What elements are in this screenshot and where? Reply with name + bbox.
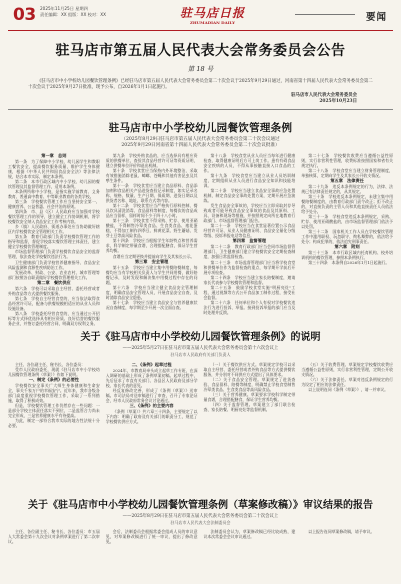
report-title: 关于《驻马店市中小学校幼儿园餐饮管理条例（草案修改稿）》审议结果的报告: [28, 499, 373, 511]
paragraph: 乡（镇）人民政府、街道办事处应当协助做好辖区内学校餐饮安全管理相关工作。: [8, 224, 100, 235]
chapter-heading: 第六章 附则: [334, 244, 360, 250]
text-column: [106, 362, 198, 480]
paragraph: 2024年，市教育局牵头成立起草工作专班，在深入调研的基础上形成了条例草案初稿。起草过程中，先后征求了市直有关部门、各县区人民政府及部分学校、家长代表的意见。: [105, 367, 198, 388]
section-label: 要闻: [365, 12, 387, 23]
paragraph: 第十七条 学校应当建立食品安全与营养健康状况自查制度，每学期至少开展一次全面自查。: [105, 299, 198, 310]
paragraph: 《条例（草案）》共六章三十四条，主要规定了以下内容：明确了政府及有关部门的职责分工，规范了学校餐饮供应方式。: [105, 408, 198, 425]
chapter-heading: 第三章 安全管理: [134, 258, 169, 264]
text-column: [204, 153, 296, 316]
paragraph: 法制委员会认为，草案修改稿已经比较成熟，建议本次常委会会议审议通过。: [203, 528, 296, 539]
paragraph: 第五条 教育行政部门负责学校餐饮管理工作的指导和监督，督促学校落实餐饮管理主体责任，建立健全学校餐饮管理制度。: [8, 234, 100, 250]
paragraph: 第二条 本市行政区域内中小学校、幼儿园的餐饮管理及其监督管理工作，适用本条例。: [8, 178, 100, 189]
masthead: [8, 0, 393, 31]
paragraph: 第二十三条 市场监督管理部门应当将学校食堂和供餐单位作为监督检查的重点，每学期开学前后开展专项检查。: [203, 259, 296, 275]
report-subtitle: ——2025年8月29日在驻马店市第五届人民代表大会常务委员会第二十次会议上: [122, 513, 279, 519]
chapter-heading: 第二章 餐饮供应: [37, 279, 71, 285]
chapter-heading: 第一章 总则: [41, 152, 67, 158]
paragraph: 第十八条 学校食堂从业人员应当每年进行健康检查，取得健康证明后方可上岗工作。患有有碍食品安全疾病的人员，不得从事接触直接入口食品的工作。: [203, 152, 296, 173]
paragraph: 第三十一条 学校食堂违反本条例规定，采购、贮存、使用亚硝酸盐的，由市场监督管理部门依法予以处罚。: [301, 214, 393, 230]
chapter-heading: 三、《条例》的主要内容: [129, 402, 174, 408]
paragraph: 第六条 学校可以采取自主经营、委托经营或者外购食品等方式提供餐饮服务。: [8, 285, 100, 296]
announcement-signer: 驻马店市人民代表大会常务委员会: [291, 93, 357, 98]
announcement-title: 驻马店市第五届人民代表大会常务委员会公告: [55, 43, 346, 59]
paragraph: 食谱应当定期更换并提前向学生及其家长公示。: [112, 253, 195, 259]
paragraph: （四）关于监督管理。草案建立了部门联合检查、家长陪餐、明厨亮灶等监督机制。: [203, 401, 296, 413]
report-author: 驻马店市人民代表大会法制委员会: [170, 519, 231, 525]
announcement-signature: [8, 93, 357, 105]
regulation-title: 驻马店市中小学校幼儿园餐饮管理条例: [108, 121, 293, 134]
paragraph: 会后，法制委员会根据常委会组成人员的审议意见，对草案修改稿进行了统一审议，提出了修改意见。: [105, 528, 198, 544]
paragraph: 第二十九条 违反本条例规定的行为，法律、法规已有法律责任规定的，从其规定。: [301, 183, 393, 194]
paragraph: 第七条 学校自主经营食堂的，应当依法取得食品经营许可证，配备与供餐规模相适应的从业人员和设施设备。: [8, 295, 100, 311]
text-column: [8, 362, 100, 480]
paragraph: 第三十四条 本条例自2026年1月1日起施行。: [308, 260, 390, 266]
announcement-body: 《驻马店市中小学校幼儿园餐饮管理条例》已经驻马店市第五届人民代表大会常务委员会第二十次会议于2025年9月29日通过，河南省第十四届人民代表大会常务委员会第二十次会议于2025年9月27日批准，现予公布，自2026年1月1日起施行。: [28, 79, 373, 90]
paragraph: 第八条 学校委托经营食堂的，应当通过公开招标等方式择优选择具有相应资质、良好信誉的餐饮服务企业，并签订委托经营合同，明确双方权利义务。: [8, 310, 100, 327]
paragraph: 以上说明连同《条例（草案）》，请一并审议。: [308, 386, 389, 392]
paragraph: 学校餐饮安全事关广大师生身体健康和生命安全，事关千家万户的幸福安宁。近年来，我市各级各部门高度重视学校餐饮管理工作，采取了一系列措施，取得了积极成效。: [8, 382, 100, 403]
paragraph: 第三条 学校餐饮管理工作应当坚持安全第一、健康营养、公益普惠、社会共治的原则。: [8, 198, 100, 210]
text-column: [106, 153, 198, 316]
explanation-subtitle: ——2025年5月27日在驻马店市第五届人民代表大会常务委员会第十六次会议上: [122, 345, 279, 351]
paragraph: 卫生健康部门负责学校营养健康指导、食品安全风险监测和食源性疾病防治工作。: [8, 259, 100, 270]
text-column: [301, 529, 393, 567]
chapter-heading: 二、《条例》起草过程: [131, 361, 172, 367]
chapter-heading: 第五章 法律责任: [330, 177, 364, 183]
paragraph: （六）关于法律责任。草案对违反条例规定的行为设定了相应的法律责任。: [301, 376, 393, 387]
paragraph: 第三十条 学校违反本条例规定，未建立集中用餐陪餐制度的，由教育行政部门责令改正；拒不改正的，对直接负责的主管人员和其他直接责任人员依法给予处分。: [301, 193, 393, 215]
announcement-date: 2025年10月23日: [319, 98, 357, 104]
newspaper-logo: [180, 4, 245, 25]
text-column: [204, 529, 296, 567]
paragraph: 发展改革、财政、公安、农业农村、城市管理等部门按照各自职责做好学校餐饮管理相关工作。: [8, 269, 100, 280]
regulation-subtitle-line1: （2025年8月29日驻马店市第五届人民代表大会常务委员会第二十次会议通过: [121, 136, 280, 142]
divider: [8, 109, 393, 110]
paragraph: 第二十二条 教育行政部门应当会同市场监督管理部门、卫生健康部门建立学校餐饮安全定期检查制度，加强日常监督检查。: [203, 244, 296, 260]
text-column: [8, 152, 100, 327]
paragraph: （三）关于营养健康。草案要求学校科学制定带量食谱，合理搭配膳食，保证学生营养均衡。: [203, 391, 296, 402]
explanation-text: [8, 362, 393, 480]
paragraph: 经反复修改完善，形成了《条例（草案）》送审稿。市司法局对送审稿进行了审查，召开了专家论证会，经市人民政府常务会议讨论通过。: [105, 387, 198, 403]
paragraph: 主任、各位副主任、秘书长、各位委员：市五届人大常委会第十九次会议对条例草案进行了第二次审议。: [8, 528, 100, 544]
paragraph: 第一条 为了保障中小学校、幼儿园学生和教职工餐饮安全，提高餐饮服务质量，维护学生身体健康，根据《中华人民共和国食品安全法》等法律法规，结合本市实际，制定本条例。: [8, 158, 100, 179]
logo-text: 驻马店日报: [180, 6, 246, 20]
paragraph: 第十二条 学校食堂应当严格执行原料控制、餐具饮具清洗消毒、食品留样等制度，每餐次的食品成品应当留样，留样时间不少于四十八小时。: [105, 203, 198, 219]
paragraph: 第二十七条 学校餐饮收费应当遵循公益性原则，实行非营利性管理，收费标准按照国家和省有关规定执行。: [301, 152, 393, 168]
text-column: [106, 529, 198, 567]
paragraph: 第四条 市、县（区）人民政府应当加强对学校餐饮管理工作的领导，建立健全工作协调机制，将学校餐饮安全纳入食品安全工作考核内容。: [8, 209, 100, 225]
paragraph: 第十条 学校食堂应当保持内外环境整洁，采取有效措施消除老鼠、蟑螂、苍蝇和其他有害昆虫及其孳生条件。: [105, 167, 198, 183]
chapter-heading: 一、制定《条例》的必要性: [28, 376, 79, 382]
paragraph: 第十三条 学校食堂不得采购、贮存、使用亚硝酸盐，不得制售冷荤类食品、生食类食品、裱花蛋糕，不得加工制作四季豆、鲜黄花菜、野生蘑菇、发芽土豆等高风险食品。: [105, 218, 198, 239]
paragraph: 第十六条 学校应当建立健全食品安全管理制度，明确食品安全管理人员，开展食品安全自查，及时消除食品安全隐患。: [105, 284, 198, 300]
paragraph: 第三十三条 本市行政区域内托育机构、校外培训机构的餐饮管理，参照本条例执行。: [301, 250, 393, 261]
paragraph: 第二十四条 学校应当建立家长陪餐制度，邀请家长代表参与学校餐饮管理和监督。: [203, 274, 296, 285]
paragraph: （一）关于餐饮供应方式。草案规定学校可以采取自主经营、委托经营或者外购食品等方式提供餐饮服务，并分别对不同供应方式提出了具体要求。: [203, 361, 296, 377]
paragraph: 受市人民政府委托，现就《驻马店市中小学校幼儿园餐饮管理条例（草案）》作如下说明。: [8, 366, 100, 377]
paragraph: 为此，制定一部符合我市实际的地方性法规十分必要。: [8, 418, 100, 429]
explanation-title: 关于《驻马店市中小学校幼儿园餐饮管理条例》的说明: [80, 331, 321, 343]
paragraph: （二）关于食品安全管理。草案规定了进货查验、食品留样、陪餐等制度，明确禁止学校食堂制售冷荤类食品、生食类食品等高风险食品。: [203, 376, 296, 392]
paragraph: 发生食品安全事故的，学校应当立即采取封存导致或者可能导致食品安全事故的食品及其原料、工具、设备和现场等措施，并按照规定向所在地教育行政部门、市场监督管理部门报告。: [203, 203, 296, 224]
paragraph: 第九条 学校外购食品的，应当选择具有相应资质的供餐单位，查验其食品经营许可证等资质证明，建立供餐单位评价和退出机制。: [105, 152, 198, 168]
text-column: [8, 529, 100, 567]
paragraph: 第十四条 学校应当根据学生年龄特点和营养需求，科学制定带量食谱，合理搭配膳食，保证学生营养均衡。: [105, 238, 198, 254]
paragraph: 第十一条 学校食堂应当建立食品原料、食品添加剂和食品相关产品进货查验记录制度，如实记录名称、规格、数量、生产日期、保质期、进货日期以及供货者名称、地址、联系方式等内容。: [105, 182, 198, 204]
paragraph: 本条例所称中小学校，是指实施学前教育、义务教育、普通高中教育、中等职业教育的各类学校。: [8, 188, 100, 199]
text-column: [301, 362, 393, 480]
paragraph: 第十五条 学校应当建立集中用餐陪餐制度，每餐均应当有学校相关负责人与学生共同用餐，做好陪餐记录，及时发现和解决集中用餐过程中存在的问题。: [105, 264, 198, 285]
paragraph: （五）关于收费管理。草案规定学校餐饮收费应当遵循公益性原则，实行非营利性管理，定期公开收支情况。: [301, 361, 393, 377]
regulation-subtitle: [8, 137, 393, 149]
announcement-number: 第 18 号: [187, 65, 214, 73]
edition-meta: [40, 6, 106, 17]
regulation-text: [8, 152, 393, 327]
paragraph: 第二十六条 任何单位和个人有权对学校餐饮违法行为进行投诉、举报。接到投诉举报的部门应当及时处理并反馈。: [203, 299, 296, 315]
paragraph: 第二十条 学校应当建立食品安全事故应急处置机制，制定食品安全事故处置方案，定期开展应急演练。: [203, 187, 296, 204]
paragraph: 主任、各位副主任、秘书长、各位委员：: [15, 361, 86, 367]
report-text: [8, 529, 393, 567]
chapter-heading: 第四章 监督管理: [232, 238, 267, 244]
paragraph: 第三十二条 国家机关工作人员在学校餐饮管理工作中滥用职权、玩忽职守、徇私舞弊的，依法给予处分；构成犯罪的，依法追究刑事责任。: [301, 229, 393, 245]
meta-editors: 责任编辑：XX 组版：XX 校对：XX: [40, 11, 106, 17]
text-column: [204, 362, 296, 480]
explanation-author: 驻马店市人民政府有关部门负责人: [170, 351, 231, 357]
paragraph: 但是，学校餐饮管理工作仍然存在一些问题：一是部分学校主体责任落实不到位，二是监管合力尚未完全形成，三是营养健康水平有待提高。: [8, 402, 100, 419]
paragraph: 第二十一条 学校应当在食堂显著位置公示食品经营许可证、从业人员健康证明、食品安全量化分级等级、投诉举报电话等信息。: [203, 223, 296, 239]
paragraph: 第十九条 学校食堂应当建立从业人员培训制度，定期组织从业人员进行食品安全知识和技能培训。: [203, 172, 296, 188]
logo-subtext: ZHUMADIAN DAILY: [189, 20, 236, 25]
regulation-subtitle-line2: 2025年9月29日河南省第十四届人民代表大会常务委员会第二十次会议批准）: [121, 142, 280, 148]
paragraph: 第二十五条 鼓励学校食堂实施"明厨亮灶"工程，通过视频等方式公开食品加工制作过程，接受社会监督。: [203, 284, 296, 300]
page-number: 03: [13, 5, 36, 25]
meta-date: 2025年11月25日 星期四: [40, 6, 88, 11]
text-column: [301, 153, 393, 316]
section-divider: [295, 14, 355, 15]
paragraph: 市场监督管理部门负责学校餐饮食品安全的监督管理，依法查处学校餐饮违法行为。: [8, 249, 100, 260]
paragraph: 以上报告连同草案修改稿，请予审议。: [308, 528, 375, 534]
paragraph: 第二十八条 学校食堂应当建立财务管理制度，单独核算，定期向学生及其家长公开收支情况。: [301, 167, 393, 178]
